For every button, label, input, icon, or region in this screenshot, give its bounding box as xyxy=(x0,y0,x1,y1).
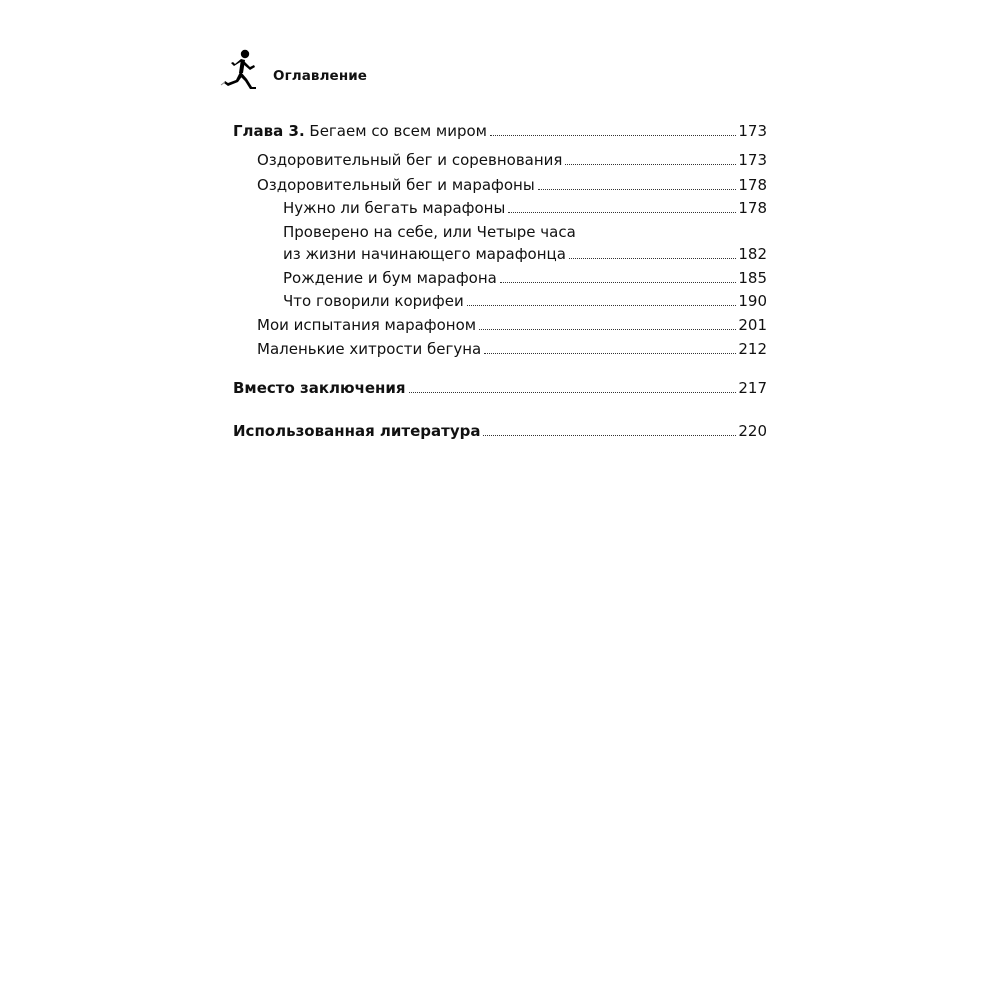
page-header xyxy=(219,46,367,94)
dot-leader xyxy=(565,164,736,165)
toc-entry-title: Проверено на себе, или Четыре часа xyxy=(283,223,576,241)
dot-leader xyxy=(467,305,737,306)
page-number: 173 xyxy=(738,151,767,169)
toc-entry[interactable] xyxy=(233,336,767,358)
dot-leader xyxy=(508,212,736,213)
toc-entry-title: Рождение и бум марафона xyxy=(283,269,497,287)
toc-entry-title: из жизни начинающего марафонца xyxy=(283,245,566,263)
dot-leader xyxy=(409,392,737,393)
dot-leader xyxy=(538,189,737,190)
page-number: 178 xyxy=(738,199,767,217)
page-number: 212 xyxy=(738,340,767,358)
dot-leader xyxy=(479,329,736,330)
chapter-title: Бегаем со всем миром xyxy=(304,122,487,140)
runner-icon xyxy=(219,47,263,93)
toc-entry[interactable] xyxy=(233,147,767,169)
toc-entry-conclusion[interactable] xyxy=(233,375,767,397)
dot-leader xyxy=(569,258,736,259)
toc-entry-title: Что говорили корифеи xyxy=(283,292,464,310)
page-number: 178 xyxy=(738,176,767,194)
dot-leader xyxy=(490,135,736,136)
toc-entry-title: Нужно ли бегать марафоны xyxy=(283,199,506,217)
toc-entry[interactable] xyxy=(233,265,767,287)
page-title: Оглавление xyxy=(273,68,368,84)
dot-leader xyxy=(483,435,736,436)
toc-entry-line[interactable] xyxy=(233,219,767,241)
toc-entry-title: Маленькие хитрости бегуна xyxy=(257,340,482,358)
page-number: 190 xyxy=(738,292,767,310)
page-number: 217 xyxy=(738,379,767,397)
toc-entry[interactable] xyxy=(233,312,767,334)
toc-entry-title: Оздоровительный бег и марафоны xyxy=(257,176,535,194)
toc-entry-title: Оздоровительный бег и соревнования xyxy=(257,151,563,169)
page-number: 201 xyxy=(738,316,767,334)
page-number: 185 xyxy=(738,269,767,287)
toc-entry-title: Вместо заключения xyxy=(233,379,406,397)
dot-leader xyxy=(484,353,736,354)
page-number: 173 xyxy=(738,122,767,140)
toc-entry[interactable] xyxy=(233,195,767,217)
toc-entry[interactable] xyxy=(233,288,767,310)
toc-entry[interactable] xyxy=(233,172,767,194)
toc-entry-chapter-3[interactable] xyxy=(233,118,767,140)
page-number: 182 xyxy=(738,245,767,263)
dot-leader xyxy=(500,282,737,283)
page-number: 220 xyxy=(738,422,767,440)
toc-entry-bibliography[interactable] xyxy=(233,418,767,440)
toc-entry-title: Использованная литература xyxy=(233,422,481,440)
toc-entry[interactable] xyxy=(233,241,767,263)
chapter-label: Глава 3. xyxy=(233,122,305,140)
toc-entry-title: Мои испытания марафоном xyxy=(257,316,477,334)
